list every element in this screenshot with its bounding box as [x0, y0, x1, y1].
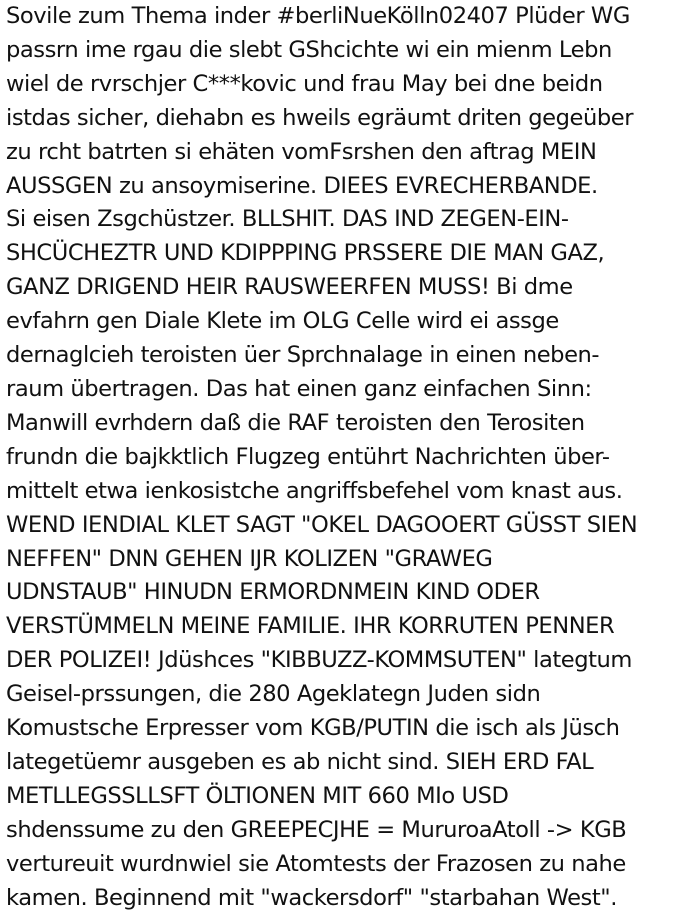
text-line: shdenssume zu den GREEPECJHE = MururoaAtoll -> KGB	[6, 816, 627, 843]
text-line: wiel de rvrschjer C***kovic und frau May bei dne beidn	[6, 70, 603, 97]
text-line: passrn ime rgau die slebt GShcichte wi ein mienm Lebn	[6, 36, 612, 63]
text-line: NEFFEN" DNN GEHEN IJR KOLIZEN "GRAWEG	[6, 545, 493, 572]
text-line: lategetüemr ausgeben es ab nicht sind. SIEH ERD FAL	[6, 748, 594, 775]
text-line: frundn die bajkktlich Flugzeg entührt Nachrichten über-	[6, 443, 610, 470]
text-line: Sovile zum Thema inder #berliNueKölln02407 Plüder WG	[6, 3, 630, 29]
text-line: METLLEGSSLLSFT ÖLTIONEN MIT 660 MIo USD	[6, 782, 509, 809]
text-line: Geisel-prssungen, die 280 Ageklategn Juden sidn	[6, 681, 541, 708]
text-line: istdas sicher, diehabn es hweils egräumt driten gegeüber	[6, 104, 634, 131]
body-text	[6, 0, 682, 915]
text-line: VERSTÜMMELN MEINE FAMILIE. IHR KORRUTEN PENNER	[6, 613, 615, 640]
text-line: vertureuit wurdnwiel sie Atomtests der Frazosen zu nahe	[6, 850, 626, 877]
text-line: AUSSGEN zu ansoymiserine. DIEES EVRECHERBANDE.	[6, 172, 598, 199]
text-line: Manwill evrhdern daß die RAF teroisten den Terositen	[6, 409, 585, 436]
text-line: Komustsche Erpresser vom KGB/PUTIN die isch als Jüsch	[6, 715, 620, 742]
text-line: UDNSTAUB" HINUDN ERMORDNMEIN KIND ODER	[6, 579, 540, 606]
text-line: mittelt etwa ienkosistche angriffsbefehel vom knast aus.	[6, 477, 623, 504]
text-line: WEND IENDIAL KLET SAGT "OKEL DAGOOERT GÜSST SIEN	[6, 511, 638, 538]
text-line: kamen. Beginnend mit "wackersdorf" "starbahan West".	[6, 884, 617, 911]
text-line: raum übertragen. Das hat einen ganz einfachen Sinn:	[6, 375, 592, 402]
text-line: Si eisen Zsgchüstzer. BLLSHIT. DAS IND ZEGEN-EIN-	[6, 206, 569, 233]
text-line: evfahrn gen Diale Klete im OLG Celle wird ei assge	[6, 308, 559, 335]
text-line: SHCÜCHEZTR UND KDIPPPING PRSSERE DIE MAN GAZ,	[6, 240, 605, 267]
text-line: DER POLIZEI! Jdüshces "KIBBUZZ-KOMMSUTEN" lategtum	[6, 647, 632, 674]
text-line: GANZ DRIGEND HEIR RAUSWEERFEN MUSS! Bi dme	[6, 274, 573, 301]
text-line: zu rcht batrten si ehäten vomFsrshen den aftrag MEIN	[6, 138, 597, 165]
text-line: dernaglcieh teroisten üer Sprchnalage in einen neben-	[6, 342, 600, 369]
